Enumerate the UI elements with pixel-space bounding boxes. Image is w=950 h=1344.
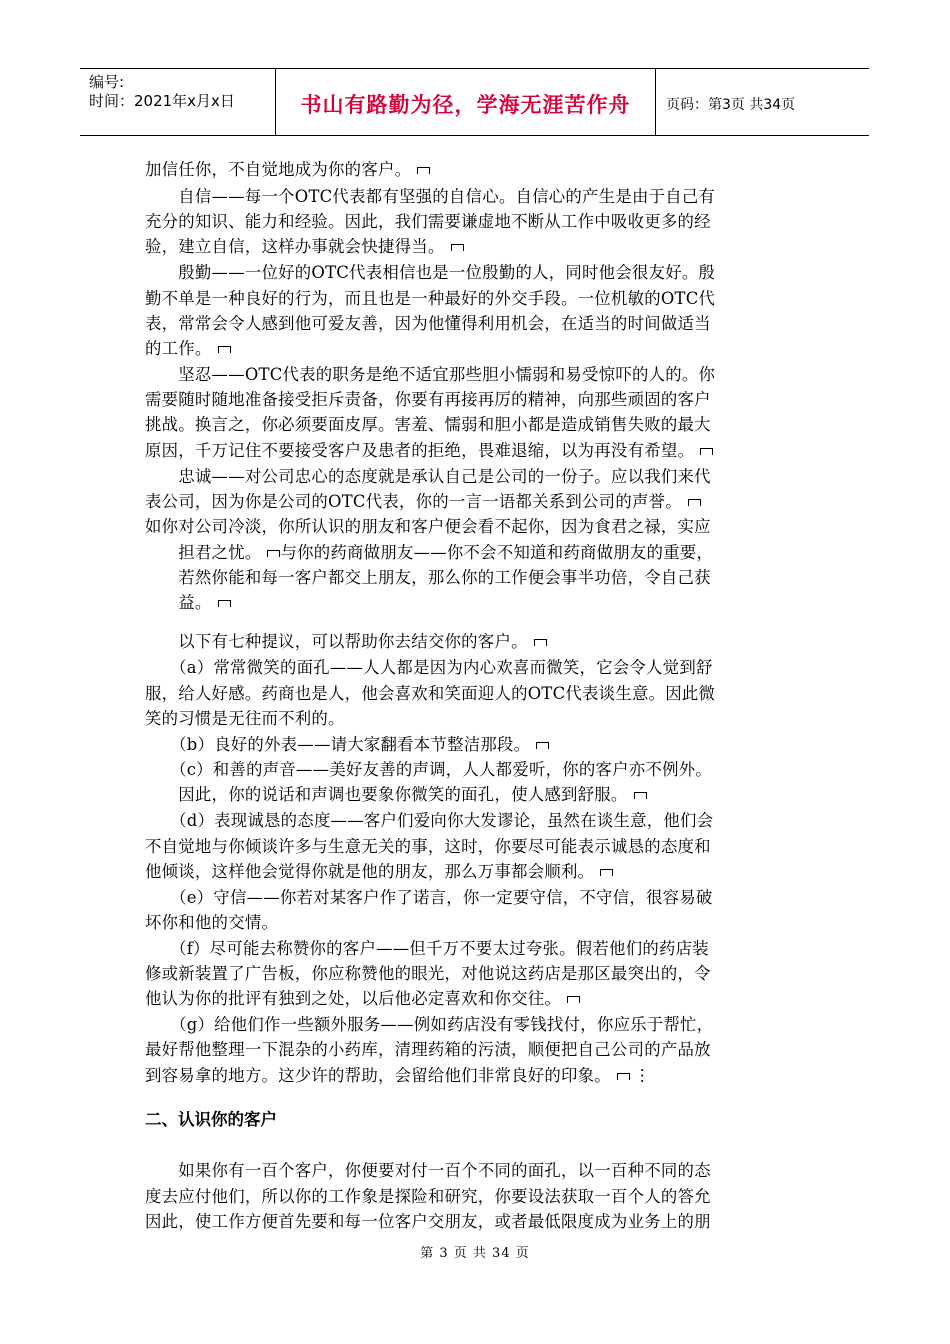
paragraph-line: （a）常常微笑的面孔——人人都是因为内心欢喜而微笑，它会令人觉到舒 [145,658,713,677]
paragraph-line: （f）尽可能去称赞你的客户——但千万不要太过夸张。假若他们的药店装 [145,939,709,958]
paragraph-mark-icon [700,448,713,455]
paragraph-line: 的工作。 [145,339,231,359]
paragraph-mark-icon [567,996,580,1003]
paragraph-line: 殷勤——一位好的OTC代表相信也是一位殷勤的人，同时他会很友好。殷 [145,263,716,282]
paragraph-line: 若然你能和每一客户都交上朋友，那么你的工作便会事半功倍，令自己获 [145,568,711,587]
paragraph-line: 坏你和他的交情。 [145,913,279,932]
paragraph-line: （g）给他们作一些额外服务——例如药店没有零钱找付，你应乐于帮忙， [145,1015,714,1034]
paragraph-line: 原因，千万记住不要接受客户及患者的拒绝，畏难退缩，以为再没有希望。 [145,441,713,461]
vertical-ellipsis-icon: ⋮ [633,1066,651,1085]
document-time-label: 时间：2021年x月x日 [89,92,235,110]
paragraph-line: 因此，你的说话和声调也要象你微笑的面孔，使人感到舒服。 [145,785,647,805]
paragraph-line: 如果你有一百个客户，你便要对付一百个不同的面孔，以一百种不同的态 [145,1161,711,1180]
paragraph-mark-icon [600,869,613,876]
page-footer: 第 3 页 共 34 页 [420,1246,530,1261]
paragraph-line: 表，常常会令人感到他可爱友善，因为他懂得利用机会，在适当的时间做适当 [145,314,711,333]
paragraph-line: 加信任你，不自觉地成为你的客户。 [145,160,430,180]
paragraph-line: 益。 [145,593,231,613]
paragraph-line: （d）表现诚恳的态度——客户们爱向你大发谬论，虽然在谈生意，他们会 [145,811,714,830]
paragraph-line: 坚忍——OTC代表的职务是绝不适宜那些胆小懦弱和易受惊吓的人的。你 [145,365,716,384]
paragraph-line: 自信——每一个OTC代表都有坚强的自信心。自信心的产生是由于自己有 [145,187,716,206]
paragraph-line: 修或新装置了广告板，你应称赞他的眼光，对他说这药店是那区最突出的，令 [145,964,711,983]
paragraph-mark-icon [218,346,231,353]
paragraph-line: 需要随时随地准备接受拒斥责备，你要有再接再厉的精神，向那些顽固的客户 [145,390,711,409]
paragraph-line: 到容易拿的地方。这少许的帮助，会留给他们非常良好的印象。 ⋮ [145,1066,651,1085]
paragraph-line: 服，给人好感。药商也是人，他会喜欢和笑面迎人的OTC代表谈生意。因此微 [145,684,716,703]
paragraph-mark-icon [534,639,547,646]
paragraph-line: 忠诚——对公司忠心的态度就是承认自己是公司的一份子。应以我们来代 [145,467,711,486]
paragraph-mark-icon [417,167,430,174]
paragraph-line: 最好帮他整理一下混杂的小药库，清理药箱的污渍，顺便把自己公司的产品放 [145,1040,711,1059]
paragraph-line: 勤不单是一种良好的行为，而且也是一种最好的外交手段。一位机敏的OTC代 [145,289,716,308]
paragraph-line: 充分的知识、能力和经验。因此，我们需要谦虚地不断从工作中吸收更多的经 [145,212,711,231]
paragraph-line: 因此，使工作方便首先要和每一位客户交朋友，或者最低限度成为业务上的朋 [145,1212,711,1231]
paragraph-line: 他倾谈，这样他会觉得你就是他的朋友，那么万事都会顺利。 [145,862,613,882]
paragraph-line: 验，建立自信，这样办事就会快捷得当。 [145,237,464,257]
paragraph-mark-icon [688,499,701,506]
paragraph-line: （b）良好的外表——请大家翻看本节整洁那段。 [145,735,549,755]
paragraph-line: 笑的习惯是无往而不利的。 [145,709,345,728]
document-number-label: 编号: [89,73,125,91]
paragraph-mark-icon [267,550,280,557]
paragraph-line: 担君之忧。 与你的药商做朋友——你不会不知道和药商做朋友的重要， [145,543,714,562]
header-motto: 书山有路勤为径，学海无涯苦作舟 [300,93,631,117]
paragraph-line: 以下有七种提议，可以帮助你去结交你的客户。 [145,632,547,652]
paragraph-line: 度去应付他们，所以你的工作象是探险和研究，你要设法获取一百个人的答允 [145,1187,711,1206]
paragraph-line: 挑战。换言之，你必须要面皮厚。害羞、懦弱和胆小都是造成销售失败的最大 [145,415,711,434]
paragraph-mark-icon [617,1073,630,1080]
paragraph-mark-icon [451,244,464,251]
paragraph-line: 表公司，因为你是公司的OTC代表，你的一言一语都关系到公司的声誉。 [145,492,701,512]
paragraph-line: （c）和善的声音——美好友善的声调，人人都爱听，你的客户亦不例外。 [145,760,713,779]
paragraph-mark-icon [218,600,231,607]
paragraph-line: 不自觉地与你倾谈许多与生意无关的事，这时，你要尽可能表示诚恳的态度和 [145,837,711,856]
paragraph-line: （e）守信——你若对某客户作了诺言，你一定要守信，不守信，很容易破 [145,888,713,907]
paragraph-mark-icon [634,792,647,799]
paragraph-line: 如你对公司冷淡，你所认识的朋友和客户便会看不起你，因为食君之禄，实应 [145,517,711,536]
paragraph-mark-icon [536,742,549,749]
header-page-number: 页码：第3页 共34页 [666,97,796,113]
paragraph-line: 他认为你的批评有独到之处，以后他必定喜欢和你交往。 [145,989,580,1009]
section-heading: 二、认识你的客户 [145,1110,277,1129]
